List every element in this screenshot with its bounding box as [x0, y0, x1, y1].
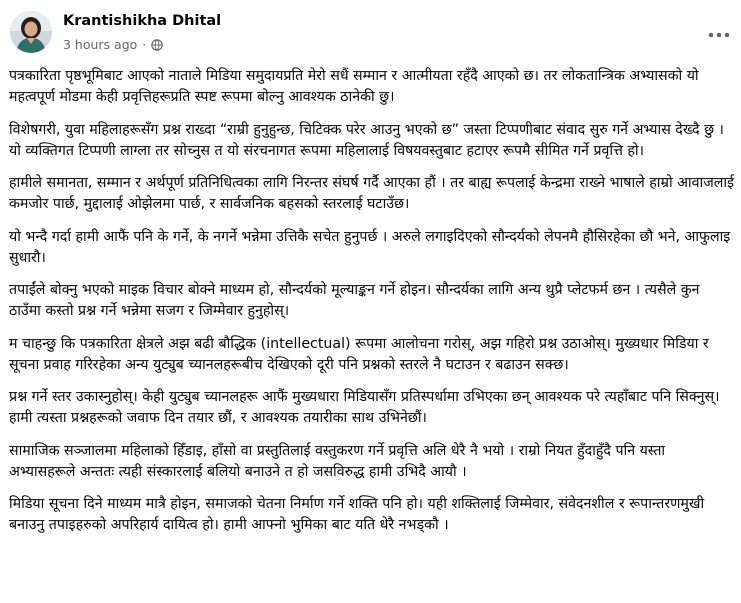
author-avatar[interactable] [10, 11, 52, 53]
author-name[interactable]: Krantishikha Dhital [63, 13, 222, 29]
post-paragraph: हामीले समानता, सम्मान र अर्थपूर्ण प्रतिनिधित्वका लागि निरन्तर संघर्ष गर्दै आएका हौं । तर बाह्य रूपलाई केन्द्रमा राख्ने भाषाले हाम्रो आवाजलाई कमजोर पार्छ, मुद्दालाई ओझेलमा पार्छ, र सार्वजनिक बहसको स्तरलाई घटाउँछ। [9, 175, 734, 212]
post-body [9, 66, 735, 536]
more-options-icon[interactable] [707, 26, 731, 38]
globe-icon [151, 39, 163, 51]
post-paragraph: यो भन्दै गर्दा हामी आफैं पनि के गर्ने, के नगर्ने भन्नेमा उत्तिकै सचेत हुनुपर्छ । अरुले लगाइदिएको सौन्दर्यको लेपनमै हौसिरहेका छौ भने, आफुलाइ सुधारौ। [9, 228, 731, 266]
post-paragraph: पत्रकारिता पृष्ठभूमिबाट आएको नाताले मिडिया समुदायप्रति मेरो सधैं सम्मान र आत्मीयता रहँदै आएको छ। तर लोकतान्त्रिक अभ्यासको यो महत्वपूर्ण मोडमा केही प्रवृत्तिहरूप्रति स्पष्ट रूपमा बोल्नु आवश्यक ठानेकी छु। [9, 68, 699, 105]
meta-separator: · [142, 37, 147, 52]
post-paragraph: म चाहन्छु कि पत्रकारिता क्षेत्रले अझ बढी बौद्धिक (intellectual) रूपमा आलोचना गरोस्, अझ गहिरो प्रश्न उठाओस्। मुख्यधार मिडिया र सूचना प्रवाह गरिरहेका अन्य युट्युब च्यानलहरूबीच देखिएको दूरी पनि प्रश्नको स्तरले नै घटाउन र बढाउन सक्छ। [9, 335, 709, 373]
post-paragraph: मिडिया सूचना दिने माध्यम मात्रै होइन, समाजको चेतना निर्माण गर्ने शक्ति पनि हो। यही शक्तिलाई जिम्मेवार, संवेदनशील र रूपान्तरणमुखी बनाउनु तपाइहरुको अपरिहार्य दायित्व हो। हामी आफ्नो भुमिका बाट यति धेरै नभड्कौ । [9, 496, 705, 533]
post-timestamp[interactable]: 3 hours ago [63, 37, 138, 52]
avatar-photo [10, 11, 52, 53]
post-paragraph: तपाईंले बोक्नु भएको माइक विचार बोक्ने माध्यम हो, सौन्दर्यको मूल्याङ्कन गर्ने होइन। सौन्दर्यका लागि अन्य थुप्रै प्लेटफर्म छन । त्यसैले कुन ठाउँमा कस्तो प्रश्न गर्ने भन्नेमा सजग र जिम्मेवार हुनुहोस्। [9, 282, 700, 319]
post-meta [63, 37, 163, 52]
post-paragraph: सामाजिक सञ्जालमा महिलाको हिँडाइ, हाँसो वा प्रस्तुतिलाई वस्तुकरण गर्ने प्रवृत्ति अलि धेरै नै भयो । राम्रो नियत हुँदाहुँदै पनि यस्ता अभ्यासहरूले अन्ततः त्यही संस्कारलाई बलियो बनाउने त हो जसविरुद्ध हामी उभिदै आयौ । [9, 442, 666, 480]
post-paragraph: विशेषगरी, युवा महिलाहरूसँग प्रश्न राख्दा “राम्री हुनुहुन्छ, चिटिक्क परेर आउनु भएको छ” जस्ता टिप्पणीबाट संवाद सुरु गर्ने अभ्यास देख्दै छु । यो व्यक्तिगत टिप्पणी लाग्ला तर सोच्नुस त यो संरचनागत रूपमा महिलालाई विषयवस्तुबाट हटाएर रूपमै सीमित गर्ने प्रवृत्ति हो। [9, 121, 724, 159]
post-header [0, 0, 741, 66]
post-paragraph: प्रश्न गर्ने स्तर उकास्नुहोस्। केही युट्युब च्यानलहरू आफैं मुख्यधारा मिडियासँग प्रतिस्पर्धामा उभिएका छन् आवश्यक परे त्यहाँबाट पनि सिक्नुस्। हामी त्यस्ता प्रश्नहरूको जवाफ दिन तयार छौं, र आवश्यक तयारीका साथ उभिनेछौं। [9, 389, 720, 426]
